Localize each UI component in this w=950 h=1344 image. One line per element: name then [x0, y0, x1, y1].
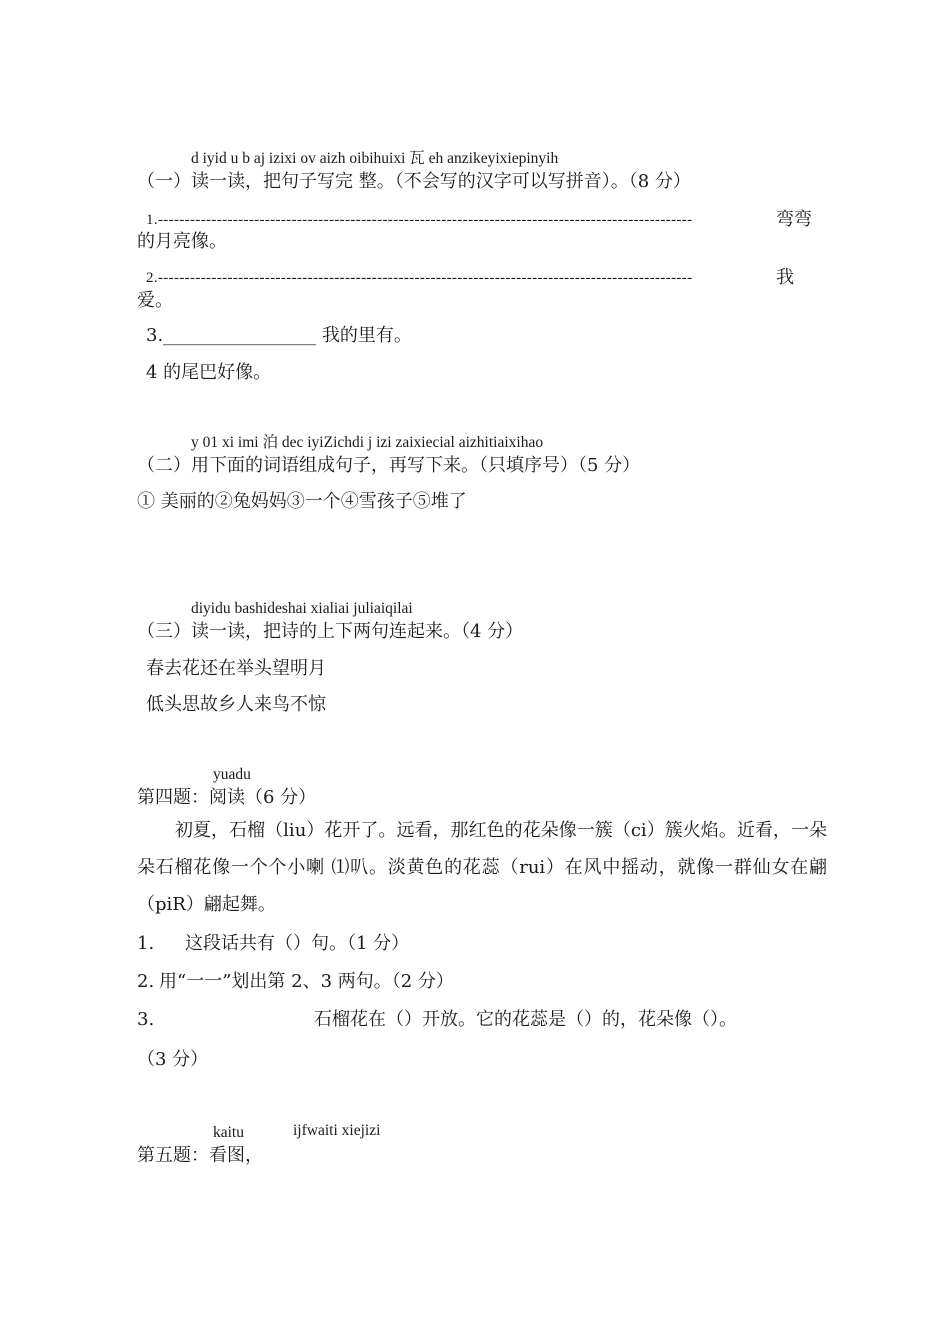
section5-pinyin-xiejizi: ijfwaiti xiejizi	[293, 1122, 381, 1139]
section1-heading: （一）读一读，把句子写完 整。（不会写的汉字可以写拼音）。（8 分）	[137, 171, 691, 192]
question-1-text: 这段话共有（）句。（1 分）	[185, 933, 410, 954]
section4-heading: 第四题：阅读（6 分）	[137, 787, 317, 808]
section4-pinyin: yuadu	[213, 766, 251, 783]
item1-continuation: 的月亮像。	[137, 231, 227, 252]
question-3-text: 石榴花在（）开放。它的花蕊是（）的，花朵像（）。	[314, 1009, 737, 1030]
question-3-score: （3 分）	[137, 1049, 209, 1070]
item1-tail: 弯弯	[776, 209, 812, 230]
poem-line-2: 低头思故乡人来鸟不惊	[146, 694, 326, 715]
item3-line: 3._________________ 我的里有。	[146, 325, 412, 346]
section2-heading: （二）用下面的词语组成句子，再写下来。（只填序号）（5 分）	[137, 455, 641, 476]
item2-dashes: 2.----------------------------------------------------------------------------------------------------	[146, 270, 693, 286]
question-3-number: 3.	[137, 1009, 155, 1030]
reading-passage: 初夏，石榴（liu）花开了。远看，那红色的花朵像一簇（ci）簇火焰。近看，一朵朵石榴花像一个个小喇 ⑴叭。淡黄色的花蕊（rui）在风中摇动，就像一群仙女在翩（piR）翩起舞。	[137, 820, 827, 915]
item4-line: 4 的尾巴好像。	[146, 362, 272, 383]
section2-words: ① 美丽的②兔妈妈③一个④雪孩子⑤堆了	[137, 491, 467, 512]
poem-line-1: 春去花还在举头望明月	[146, 658, 326, 679]
item1-dashes: 1.----------------------------------------------------------------------------------------------------	[146, 212, 693, 228]
section1-pinyin: d iyid u b aj izixi ov aizh oibihuixi 瓦 eh anzikeyixiepinyih	[191, 150, 559, 167]
question-2-text: 用“一一”划出第 2、3 两句。（2 分）	[159, 971, 454, 992]
question-2-number: 2.	[137, 971, 155, 992]
section3-pinyin: diyidu bashideshai xialiai juliaiqilai	[191, 600, 413, 617]
section5-heading: 第五题：看图，	[137, 1145, 263, 1166]
item2-continuation: 爱。	[137, 290, 173, 311]
item2-tail: 我	[776, 267, 794, 288]
question-1-number: 1.	[137, 933, 155, 954]
section2-pinyin: y 01 xi imi 泊 dec iyiZichdi j izi zaixiecial aizhitiaixihao	[191, 434, 544, 451]
section3-heading: （三）读一读，把诗的上下两句连起来。（4 分）	[137, 621, 524, 642]
section5-pinyin-kaitu: kaitu	[213, 1124, 244, 1141]
